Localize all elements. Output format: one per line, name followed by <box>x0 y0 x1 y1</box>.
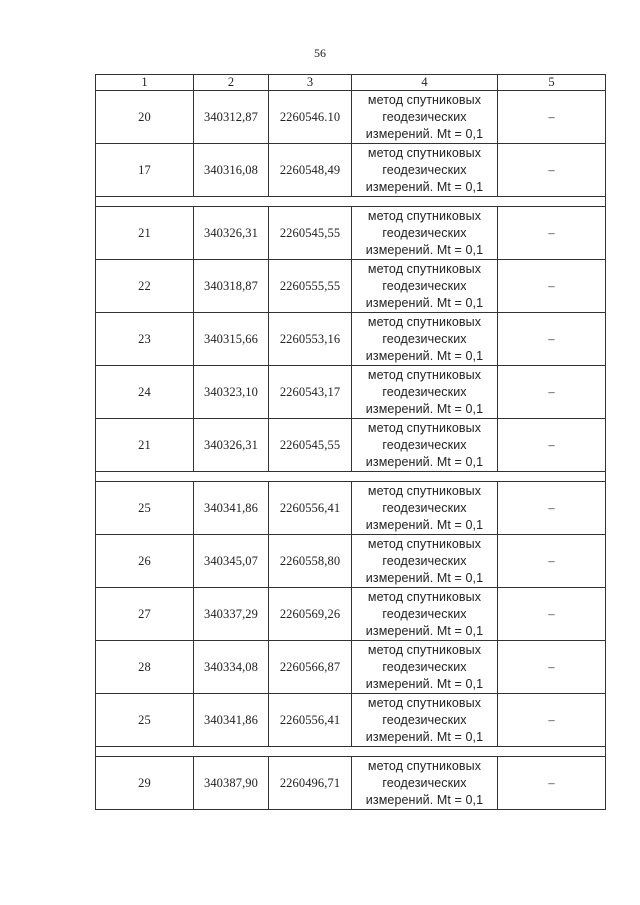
note-cell: – <box>498 482 606 535</box>
coordinate-x-cell: 340326,31 <box>194 419 269 472</box>
table-row <box>96 482 606 535</box>
point-number-cell: 23 <box>96 313 194 366</box>
table-row <box>96 588 606 641</box>
method-line: измерений. Mt = 0,1 <box>365 676 484 691</box>
method-line: измерений. Mt = 0,1 <box>365 729 484 744</box>
coordinate-x-cell: 340316,08 <box>194 144 269 197</box>
point-number-cell: 28 <box>96 641 194 694</box>
header-col-1: 1 <box>96 75 194 91</box>
method-line: измерений. Mt = 0,1 <box>365 295 484 310</box>
coordinate-x-cell: 340318,87 <box>194 260 269 313</box>
table-gap-row <box>96 747 606 757</box>
method-line: измерений. Mt = 0,1 <box>365 401 484 416</box>
table-body <box>96 91 606 810</box>
point-number-cell: 25 <box>96 482 194 535</box>
coordinate-y-cell: 2260569,26 <box>269 588 352 641</box>
method-line: геодезических <box>382 553 467 568</box>
point-number-cell: 21 <box>96 207 194 260</box>
point-number-cell: 22 <box>96 260 194 313</box>
method-line: измерений. Mt = 0,1 <box>365 792 484 807</box>
method-line: геодезических <box>382 162 467 177</box>
method-cell <box>352 419 498 472</box>
point-number-cell: 24 <box>96 366 194 419</box>
note-cell: – <box>498 144 606 197</box>
method-line: измерений. Mt = 0,1 <box>365 348 484 363</box>
table-gap-row <box>96 197 606 207</box>
note-cell: – <box>498 207 606 260</box>
coordinate-x-cell: 340341,86 <box>194 694 269 747</box>
method-line: метод спутниковых <box>367 589 482 604</box>
note-cell: – <box>498 313 606 366</box>
note-cell: – <box>498 757 606 810</box>
method-line: измерений. Mt = 0,1 <box>365 623 484 638</box>
coordinate-y-cell: 2260555,55 <box>269 260 352 313</box>
table-row <box>96 144 606 197</box>
method-cell <box>352 144 498 197</box>
table-row <box>96 313 606 366</box>
point-number-cell: 29 <box>96 757 194 810</box>
method-line: геодезических <box>382 712 467 727</box>
method-line: измерений. Mt = 0,1 <box>365 179 484 194</box>
table-row <box>96 757 606 810</box>
method-line: метод спутниковых <box>367 261 482 276</box>
point-number-cell: 21 <box>96 419 194 472</box>
gap-cell <box>96 472 606 482</box>
point-number-cell: 17 <box>96 144 194 197</box>
method-line: метод спутниковых <box>367 536 482 551</box>
method-cell <box>352 91 498 144</box>
method-cell <box>352 366 498 419</box>
coordinate-y-cell: 2260566,87 <box>269 641 352 694</box>
method-line: геодезических <box>382 500 467 515</box>
method-cell <box>352 313 498 366</box>
point-number-cell: 27 <box>96 588 194 641</box>
point-number-cell: 20 <box>96 91 194 144</box>
coordinate-y-cell: 2260546.10 <box>269 91 352 144</box>
coordinate-x-cell: 340387,90 <box>194 757 269 810</box>
coordinate-x-cell: 340315,66 <box>194 313 269 366</box>
header-col-4: 4 <box>352 75 498 91</box>
method-line: геодезических <box>382 437 467 452</box>
coordinate-y-cell: 2260556,41 <box>269 694 352 747</box>
header-col-2: 2 <box>194 75 269 91</box>
header-col-3: 3 <box>269 75 352 91</box>
coordinate-y-cell: 2260558,80 <box>269 535 352 588</box>
coordinate-y-cell: 2260548,49 <box>269 144 352 197</box>
page-number: 56 <box>314 46 326 60</box>
coordinate-x-cell: 340312,87 <box>194 91 269 144</box>
coordinate-y-cell: 2260553,16 <box>269 313 352 366</box>
coordinates-table <box>95 74 606 810</box>
method-cell <box>352 535 498 588</box>
table-row <box>96 694 606 747</box>
method-cell <box>352 260 498 313</box>
coordinate-x-cell: 340323,10 <box>194 366 269 419</box>
method-line: измерений. Mt = 0,1 <box>365 454 484 469</box>
method-cell <box>352 207 498 260</box>
note-cell: – <box>498 694 606 747</box>
gap-cell <box>96 747 606 757</box>
method-line: метод спутниковых <box>367 758 482 773</box>
note-cell: – <box>498 419 606 472</box>
method-line: метод спутниковых <box>367 642 482 657</box>
table-row <box>96 207 606 260</box>
note-cell: – <box>498 260 606 313</box>
note-cell: – <box>498 366 606 419</box>
note-cell: – <box>498 91 606 144</box>
method-line: метод спутниковых <box>367 145 482 160</box>
method-cell <box>352 588 498 641</box>
table-row <box>96 91 606 144</box>
table-row <box>96 535 606 588</box>
method-cell <box>352 482 498 535</box>
method-line: геодезических <box>382 331 467 346</box>
coordinate-x-cell: 340337,29 <box>194 588 269 641</box>
method-line: измерений. Mt = 0,1 <box>365 570 484 585</box>
method-line: метод спутниковых <box>367 314 482 329</box>
point-number-cell: 25 <box>96 694 194 747</box>
coordinate-y-cell: 2260556,41 <box>269 482 352 535</box>
method-line: геодезических <box>382 659 467 674</box>
method-line: метод спутниковых <box>367 420 482 435</box>
table-row <box>96 366 606 419</box>
header-col-5: 5 <box>498 75 606 91</box>
point-number-cell: 26 <box>96 535 194 588</box>
coordinate-x-cell: 340334,08 <box>194 641 269 694</box>
table-gap-row <box>96 472 606 482</box>
method-cell <box>352 757 498 810</box>
coordinate-y-cell: 2260496,71 <box>269 757 352 810</box>
method-line: геодезических <box>382 606 467 621</box>
coordinate-y-cell: 2260543,17 <box>269 366 352 419</box>
method-line: геодезических <box>382 225 467 240</box>
note-cell: – <box>498 588 606 641</box>
table-row <box>96 641 606 694</box>
gap-cell <box>96 197 606 207</box>
coordinate-x-cell: 340326,31 <box>194 207 269 260</box>
method-line: измерений. Mt = 0,1 <box>365 517 484 532</box>
coordinate-x-cell: 340341,86 <box>194 482 269 535</box>
method-cell <box>352 694 498 747</box>
method-line: измерений. Mt = 0,1 <box>365 242 484 257</box>
method-line: метод спутниковых <box>367 695 482 710</box>
table-row <box>96 260 606 313</box>
method-line: метод спутниковых <box>367 367 482 382</box>
method-line: геодезических <box>382 775 467 790</box>
coordinate-y-cell: 2260545,55 <box>269 207 352 260</box>
method-line: геодезических <box>382 109 467 124</box>
method-cell <box>352 641 498 694</box>
coordinate-y-cell: 2260545,55 <box>269 419 352 472</box>
table-row <box>96 419 606 472</box>
note-cell: – <box>498 641 606 694</box>
method-line: метод спутниковых <box>367 208 482 223</box>
table-header-row <box>96 75 606 91</box>
note-cell: – <box>498 535 606 588</box>
method-line: геодезических <box>382 384 467 399</box>
coordinate-x-cell: 340345,07 <box>194 535 269 588</box>
method-line: измерений. Mt = 0,1 <box>365 126 484 141</box>
method-line: метод спутниковых <box>367 92 482 107</box>
method-line: метод спутниковых <box>367 483 482 498</box>
method-line: геодезических <box>382 278 467 293</box>
